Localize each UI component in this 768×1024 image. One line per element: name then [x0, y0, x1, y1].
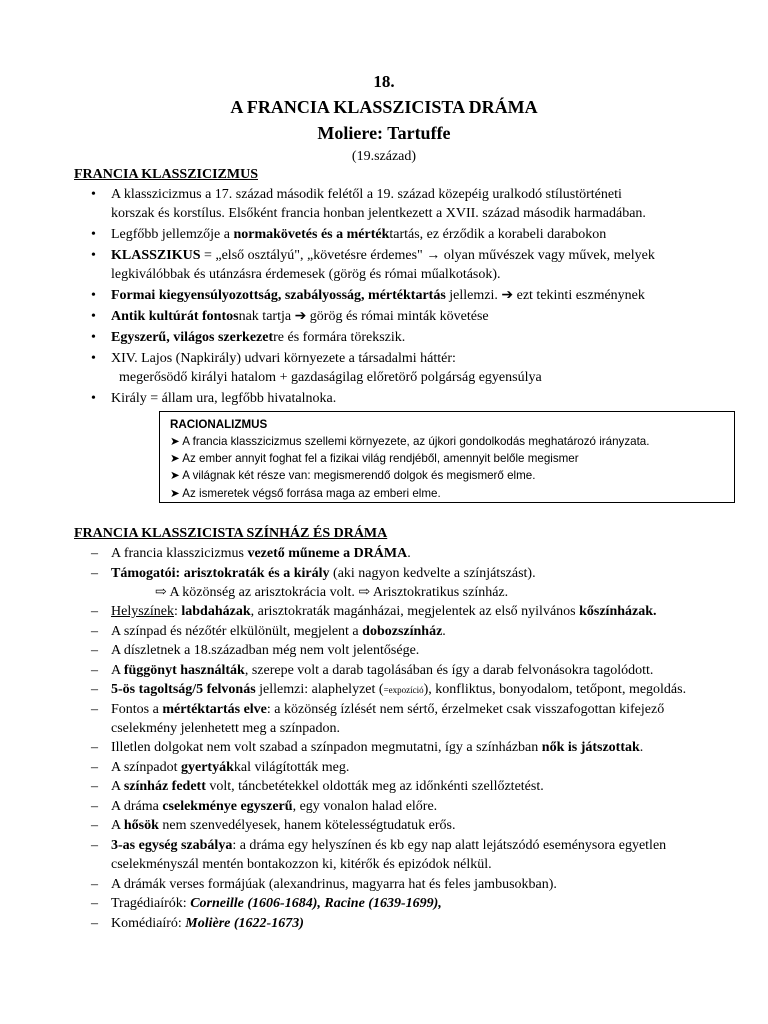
list-item	[74, 185, 734, 223]
list-item	[74, 836, 754, 874]
box-line: ➤ Az ember annyit foghat fel a fizikai világ rendjéből, amennyit belőle megismer	[170, 452, 579, 466]
list-item-subline: ⇨ A közönség az arisztokrácia volt. ⇨ Arisztokratikus színház.	[155, 584, 509, 600]
list-item	[74, 564, 754, 602]
list-item-text: Fontos a	[111, 701, 163, 717]
dash-icon: –	[91, 779, 98, 795]
list-item	[74, 328, 734, 347]
list-item-text: jellemzi: alaphelyzet (	[255, 682, 384, 698]
dash-icon: –	[91, 818, 98, 834]
list-item-bold: színház fedett	[123, 779, 206, 795]
dash-icon: –	[91, 876, 98, 892]
list-item-text: , szerepe volt a darab tagolásában és így a darab felvonásokra tagolódott.	[244, 662, 654, 678]
list-item	[74, 758, 754, 777]
list-item	[74, 389, 734, 408]
list-item-text: A színpad és nézőtér elkülönült, megjelent a	[111, 623, 363, 639]
bullet-icon: •	[91, 351, 96, 367]
list-item	[74, 700, 754, 738]
list-item-bold: Egyszerű, világos szerkezet	[111, 330, 274, 346]
list-item	[74, 602, 754, 621]
list-item-bold: függönyt használták	[123, 662, 245, 678]
list-item-text: XIV. Lajos (Napkirály) udvari környezete a társadalmi háttér:	[111, 351, 456, 367]
list-item-text: : a dráma egy helyszínen és kb egy nap alatt lejátszódó eseménysora egyetlen	[232, 837, 667, 853]
list-item	[74, 738, 754, 757]
list-item-bold: 3-as egység szabálya	[111, 837, 233, 853]
century-note: (19.század)	[351, 149, 417, 164]
box-line: ➤ A világnak két része van: megismerendő dolgok és megismerő elme.	[170, 469, 536, 483]
list-item-bold: gyertyák	[181, 759, 234, 775]
list-item-text: A drámák verses formájúak (alexandrinus, magyarra hat és feles jambusokban).	[111, 876, 557, 892]
list-item-text: A színpadot	[111, 759, 181, 775]
list-item-text: .	[407, 546, 411, 561]
list-item-text: kal világították meg.	[233, 759, 350, 775]
list-item-text: cselekményszál mentén bontakozzon ki, kitérők és epizódok nélkül.	[111, 857, 492, 872]
list-item-bold: Formai kiegyensúlyozottság, szabályosság, mértéktartás	[111, 288, 446, 304]
list-item-text: re és formára törekszik.	[273, 330, 406, 346]
list-item	[74, 622, 754, 641]
list-item-text: Király = állam ura, legfőbb hivatalnoka.	[111, 391, 337, 407]
list-item-bold: nők is játszottak	[541, 740, 640, 756]
list-item-text: A dráma	[111, 798, 163, 814]
list-item-bold-italic: Molière (1622-1673)	[185, 915, 304, 931]
list-item-bold: hősök	[123, 818, 159, 834]
list-item-bold: cselekménye egyszerű	[162, 798, 293, 814]
list-item	[74, 307, 734, 326]
dash-icon: –	[91, 643, 98, 659]
bullet-list-klasszicizmus	[74, 185, 734, 410]
dash-icon: –	[91, 759, 98, 775]
list-item-small: =expozíció	[383, 685, 424, 696]
list-item-text: Komédiaíró:	[111, 915, 186, 931]
list-item-text: , egy vonalon halad előre.	[292, 798, 438, 814]
bullet-icon: •	[91, 330, 96, 346]
dash-list-szinhaz	[74, 544, 754, 933]
dash-icon: –	[91, 798, 98, 814]
list-item-text: A díszletnek a 18.században még nem volt jelentősége.	[111, 643, 420, 659]
list-item-text: :	[173, 604, 182, 620]
page-subtitle: Moliere: Tartuffe	[317, 123, 451, 143]
list-item-text: volt, táncbetétekkel oldották meg az időnkénti szellőztetést.	[205, 779, 544, 795]
box-title: RACIONALIZMUS	[170, 418, 268, 431]
list-item-text: ), konfliktus, bonyodalom, tetőpont, megoldás.	[423, 682, 687, 698]
list-item-text: tartás, ez érződik a korabeli darabokon	[389, 227, 607, 243]
list-item-text: nak tartja ➔ görög és római minták követése	[238, 309, 489, 325]
list-item	[74, 894, 754, 913]
bullet-icon: •	[91, 391, 96, 407]
list-item-text: korszak és korstílus. Elsőként francia honban jelentkezett a XVII. század második harmadában.	[111, 206, 646, 222]
list-item-text: megerősödő királyi hatalom + gazdaságilag előretörő polgárság egyensúlya	[119, 370, 542, 386]
list-item-text: A	[111, 818, 124, 834]
list-item	[74, 349, 734, 387]
list-item	[74, 544, 754, 563]
list-item-bold-italic: Corneille (1606-1684), Racine (1639-1699),	[190, 896, 442, 912]
list-item	[74, 661, 754, 680]
section-title-szinhaz: FRANCIA KLASSZICISTA SZÍNHÁZ ÉS DRÁMA	[74, 526, 388, 541]
list-item-text: Tragédiaírók:	[111, 896, 191, 912]
bullet-icon: •	[91, 227, 96, 243]
list-item	[74, 816, 754, 835]
list-item-bold: mértéktartás elve	[162, 701, 267, 717]
section-title-klasszicizmus: FRANCIA KLASSZICIZMUS	[74, 167, 258, 182]
list-item-text: .	[639, 740, 644, 756]
list-item	[74, 246, 734, 284]
list-item-text: nem szenvedélyesek, hanem kötelességtudatuk erős.	[158, 818, 456, 834]
list-item-bold: KLASSZIKUS	[111, 248, 201, 264]
list-item-text: Legfőbb jellemzője a	[111, 227, 234, 243]
racionalizmus-box	[159, 411, 735, 503]
bullet-icon: •	[91, 248, 96, 264]
bullet-icon: •	[91, 309, 96, 325]
list-item-text: A	[111, 662, 124, 678]
list-item-bold: Antik kultúrát fontos	[111, 309, 239, 325]
list-item-text: .	[442, 623, 446, 639]
bullet-icon: •	[91, 187, 96, 202]
dash-icon: –	[91, 604, 98, 620]
list-item-bold: vezető műneme a DRÁMA	[247, 546, 408, 561]
list-item-text: = „első osztályú", „követésre érdemes" → olyan művészek vagy művek, melyek	[200, 248, 655, 264]
list-item	[74, 286, 734, 305]
chapter-number: 18.	[373, 72, 395, 91]
box-line: ➤ Az ismeretek végső forrása maga az emberi elme.	[170, 486, 441, 500]
list-item-text: : a közönség ízlését nem sértő, érzelmeket csak visszafogottan kifejező	[266, 701, 665, 717]
list-item-text: A francia klasszicizmus	[111, 546, 248, 561]
dash-icon: –	[91, 565, 98, 581]
list-item	[74, 875, 754, 894]
list-item-bold: dobozszínház	[362, 623, 443, 639]
dash-icon: –	[91, 701, 98, 717]
dash-icon: –	[91, 662, 98, 678]
dash-icon: –	[91, 915, 98, 931]
box-line: ➤ A francia klasszicizmus szellemi környezete, az újkori gondolkodás meghatározó irányzata.	[170, 435, 650, 449]
list-item	[74, 641, 754, 660]
list-item-text: cselekmény jelenhetett meg a színpadon.	[111, 720, 340, 736]
dash-icon: –	[91, 546, 98, 561]
list-item-bold: normakövetés és a mérték	[233, 227, 390, 243]
list-item	[74, 680, 754, 699]
list-item	[74, 797, 754, 816]
dash-icon: –	[91, 896, 98, 912]
list-item-text: A	[111, 779, 124, 795]
list-item-text: A klasszicizmus a 17. század második felétől a 19. század közepéig uralkodó stílustörténeti	[111, 187, 622, 202]
list-item-underlined: Helyszínek	[111, 604, 174, 620]
list-item-text: (aki nagyon kedvelte a színjátszást).	[329, 565, 536, 581]
list-item-bold: kőszínházak.	[579, 604, 657, 620]
list-item	[74, 914, 754, 933]
dash-icon: –	[91, 837, 98, 853]
list-item	[74, 225, 734, 244]
dash-icon: –	[91, 623, 98, 639]
bullet-icon: •	[91, 288, 96, 304]
list-item-bold: labdaházak	[181, 604, 251, 620]
list-item-text: Illetlen dolgokat nem volt szabad a színpadon megmutatni, így a színházban	[111, 740, 542, 756]
list-item-text: jellemzi. ➔ ezt tekinti eszménynek	[445, 288, 645, 304]
dash-icon: –	[91, 740, 98, 756]
page-title: A FRANCIA KLASSZICISTA DRÁMA	[230, 97, 538, 117]
list-item-text: legkiválóbbak és utánzásra érdemesek (görög és római műalkotások).	[111, 267, 501, 283]
list-item-bold: 5-ös tagoltság/5 felvonás	[111, 682, 256, 698]
list-item	[74, 777, 754, 796]
dash-icon: –	[91, 682, 98, 698]
list-item-bold: Támogatói: arisztokraták és a király	[111, 565, 330, 581]
list-item-text: , arisztokraták magánházai, megjelentek az első nyilvános	[250, 604, 580, 620]
